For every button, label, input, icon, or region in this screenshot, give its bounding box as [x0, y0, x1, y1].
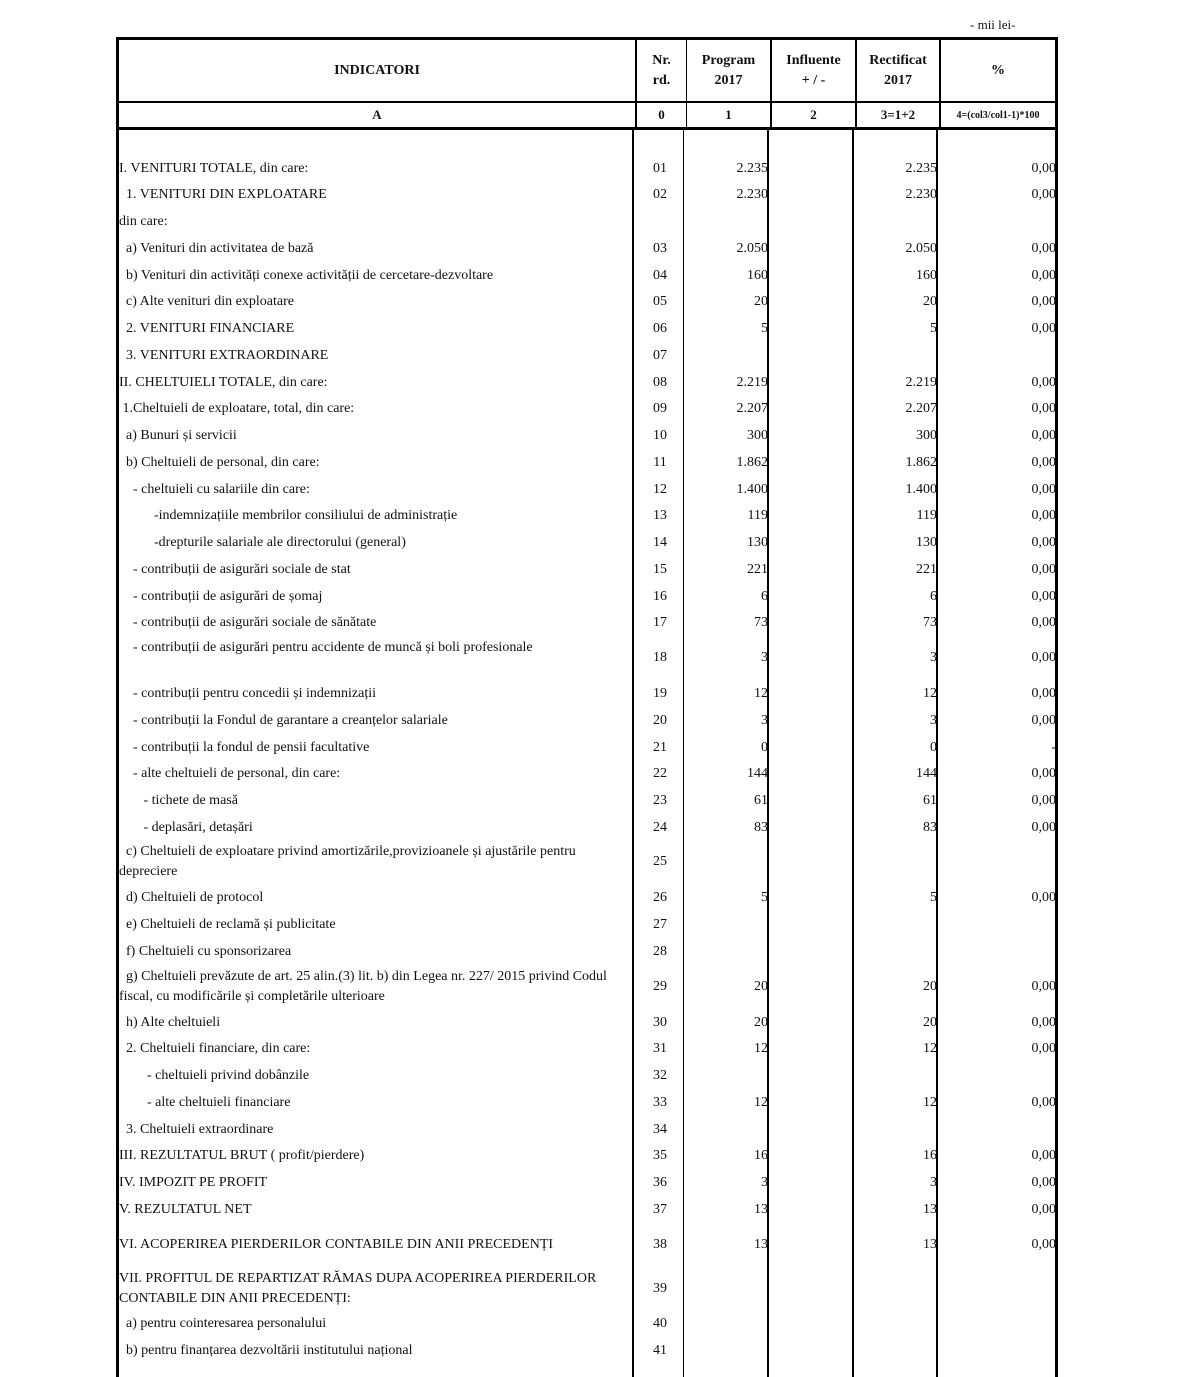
budget-table	[116, 37, 1058, 1377]
row-percent: 0,00	[1031, 650, 1056, 665]
table-row	[116, 1092, 1058, 1114]
table-row	[116, 532, 1058, 554]
row-program: 12	[754, 1041, 768, 1056]
row-rectificat: 2.207	[905, 401, 937, 416]
row-rectificat: 160	[916, 268, 937, 283]
row-indicator: - contribuții de asigurări sociale de sănătate	[119, 615, 377, 630]
row-number: 03	[653, 241, 667, 256]
header-program-line2: 2017	[714, 72, 743, 88]
table-row	[116, 345, 1058, 367]
row-program: 6	[761, 589, 768, 604]
row-number: 38	[653, 1237, 667, 1252]
row-number: 32	[653, 1068, 667, 1083]
row-program: 20	[754, 294, 768, 309]
table-row	[116, 763, 1058, 785]
row-rectificat: 3	[930, 1175, 937, 1190]
row-indicator: III. REZULTATUL BRUT ( profit/pierdere)	[119, 1148, 365, 1163]
row-indicator: - contribuții la Fondul de garantare a creanțelor salariale	[119, 713, 448, 728]
table-header	[116, 37, 1058, 103]
header-influente-line2: + / -	[801, 72, 826, 88]
row-indicator: I. VENITURI TOTALE, din care:	[119, 161, 309, 176]
row-indicator: -drepturile salariale ale directorului (general)	[119, 535, 406, 550]
table-row	[116, 1012, 1058, 1034]
row-indicator: - cheltuieli privind dobânzile	[119, 1068, 310, 1083]
row-rectificat: 83	[923, 820, 937, 835]
table-body	[116, 130, 1058, 1377]
row-number: 41	[653, 1343, 667, 1358]
row-program: 160	[747, 268, 768, 283]
row-indicator: II. CHELTUIELI TOTALE, din care:	[119, 375, 328, 390]
row-program: 3	[761, 1175, 768, 1190]
table-row	[116, 505, 1058, 527]
row-program: 2.235	[736, 161, 768, 176]
header-nr-line2: rd.	[652, 72, 671, 88]
row-number: 37	[653, 1202, 667, 1217]
row-rectificat: 2.050	[905, 241, 937, 256]
row-number: 34	[653, 1122, 667, 1137]
subheader-col0: 0	[658, 107, 665, 122]
row-indicator: VI. ACOPERIREA PIERDERILOR CONTABILE DIN ANII PRECEDENȚI	[119, 1237, 554, 1252]
table-row	[116, 965, 1058, 1009]
row-program: 221	[747, 562, 768, 577]
row-indicator: - deplasări, detașări	[119, 820, 253, 835]
row-percent: 0,00	[1031, 890, 1056, 905]
row-number: 26	[653, 890, 667, 905]
subheader-col2: 2	[810, 107, 817, 122]
row-program: 3	[761, 713, 768, 728]
row-percent: 0,00	[1031, 1015, 1056, 1030]
table-row	[116, 817, 1058, 839]
row-program: 20	[754, 1015, 768, 1030]
row-number: 19	[653, 686, 667, 701]
row-number: 20	[653, 713, 667, 728]
row-number: 27	[653, 917, 667, 932]
header-program-line1: Program	[701, 52, 756, 68]
row-indicator: g) Cheltuieli prevăzute de art. 25 alin.(3) lit. b) din Legea nr. 227/ 2015 privind Codul fiscal, cu modificările și completările ulterioare	[119, 969, 611, 1004]
row-rectificat: 5	[930, 321, 937, 336]
row-number: 04	[653, 268, 667, 283]
row-percent: 0,00	[1031, 979, 1056, 994]
row-rectificat: 20	[923, 979, 937, 994]
row-program: 2.219	[736, 375, 768, 390]
table-row	[116, 1172, 1058, 1194]
row-indicator: h) Alte cheltuieli	[119, 1015, 221, 1030]
table-row	[116, 158, 1058, 180]
row-rectificat: 130	[916, 535, 937, 550]
row-number: 13	[653, 508, 667, 523]
row-number: 11	[653, 455, 667, 470]
row-indicator: IV. IMPOZIT PE PROFIT	[119, 1175, 268, 1190]
row-number: 36	[653, 1175, 667, 1190]
row-percent: 0,00	[1031, 615, 1056, 630]
row-number: 23	[653, 793, 667, 808]
row-rectificat: 73	[923, 615, 937, 630]
row-rectificat: 2.230	[905, 187, 937, 202]
row-number: 29	[653, 979, 667, 994]
row-program: 300	[747, 428, 768, 443]
header-rectificat-line1: Rectificat	[869, 52, 927, 68]
row-number: 21	[653, 740, 667, 755]
row-percent: 0,00	[1031, 187, 1056, 202]
table-row	[116, 559, 1058, 581]
table-row	[116, 941, 1058, 963]
row-rectificat: 12	[923, 1095, 937, 1110]
row-program: 83	[754, 820, 768, 835]
row-indicator: - contribuții de asigurări pentru accidente de muncă și boli profesionale	[119, 640, 533, 655]
header-nr-rd	[637, 40, 686, 101]
row-program: 12	[754, 686, 768, 701]
row-number: 15	[653, 562, 667, 577]
row-rectificat: 5	[930, 890, 937, 905]
row-indicator: -indemnizațiile membrilor consiliului de administrație	[119, 508, 458, 523]
row-rectificat: 12	[923, 686, 937, 701]
row-program: 73	[754, 615, 768, 630]
row-indicator: 2. VENITURI FINANCIARE	[119, 321, 295, 336]
row-indicator: 3. Cheltuieli extraordinare	[119, 1122, 274, 1137]
row-rectificat: 3	[930, 713, 937, 728]
row-percent: 0,00	[1031, 268, 1056, 283]
row-indicator: b) Cheltuieli de personal, din care:	[119, 455, 320, 470]
row-indicator: c) Cheltuieli de exploatare privind amortizările,provizioanele și ajustările pentru depreciere	[119, 844, 580, 879]
table-row	[116, 238, 1058, 260]
row-program: 5	[761, 890, 768, 905]
table-row	[116, 184, 1058, 206]
row-indicator: 3. VENITURI EXTRAORDINARE	[119, 348, 329, 363]
row-indicator: c) Alte venituri din exploatare	[119, 294, 294, 309]
row-indicator: e) Cheltuieli de reclamă și publicitate	[119, 917, 336, 932]
table-row	[116, 1313, 1058, 1335]
header-influente-line1: Influente	[786, 52, 841, 68]
table-row	[116, 612, 1058, 634]
row-indicator: a) pentru cointeresarea personalului	[119, 1316, 327, 1331]
row-program: 119	[747, 508, 768, 523]
row-percent: 0,00	[1031, 508, 1056, 523]
subheader-a: A	[372, 107, 382, 122]
row-program: 130	[747, 535, 768, 550]
row-number: 14	[653, 535, 667, 550]
row-percent: 0,00	[1031, 535, 1056, 550]
row-percent: 0,00	[1031, 1041, 1056, 1056]
unit-label: - mii lei-	[970, 17, 1016, 32]
row-rectificat: 0	[930, 740, 937, 755]
row-indicator: a) Bunuri și servicii	[119, 428, 237, 443]
row-number: 05	[653, 294, 667, 309]
table-row	[116, 737, 1058, 759]
row-indicator: - contribuții de asigurări sociale de stat	[119, 562, 351, 577]
row-percent: 0,00	[1031, 793, 1056, 808]
row-percent: 0,00	[1031, 589, 1056, 604]
row-number: 30	[653, 1015, 667, 1030]
row-number: 06	[653, 321, 667, 336]
row-percent: 0,00	[1031, 1175, 1056, 1190]
row-rectificat: 300	[916, 428, 937, 443]
row-indicator: din care:	[119, 214, 168, 229]
row-number: 24	[653, 820, 667, 835]
row-rectificat: 13	[923, 1202, 937, 1217]
table-row	[116, 425, 1058, 447]
row-program: 13	[754, 1237, 768, 1252]
row-percent: 0,00	[1031, 1202, 1056, 1217]
row-number: 35	[653, 1148, 667, 1163]
subheader-col4: 4=(col3/col1-1)*100	[956, 109, 1040, 121]
row-program: 2.050	[736, 241, 768, 256]
row-rectificat: 6	[930, 589, 937, 604]
row-number: 02	[653, 187, 667, 202]
row-percent: 0,00	[1031, 1237, 1056, 1252]
header-rectificat-line2: 2017	[884, 72, 912, 88]
row-indicator: - contribuții de asigurări de șomaj	[119, 589, 323, 604]
row-rectificat: 20	[923, 1015, 937, 1030]
row-indicator: - alte cheltuieli financiare	[119, 1095, 291, 1110]
row-indicator: 1. VENITURI DIN EXPLOATARE	[119, 187, 327, 202]
row-program: 144	[747, 766, 768, 781]
row-indicator: d) Cheltuieli de protocol	[119, 890, 264, 905]
row-indicator: - cheltuieli cu salariile din care:	[119, 482, 310, 497]
row-percent: 0,00	[1031, 294, 1056, 309]
row-number: 08	[653, 375, 667, 390]
row-number: 33	[653, 1095, 667, 1110]
row-number: 07	[653, 348, 667, 363]
row-number: 16	[653, 589, 667, 604]
row-rectificat: 16	[923, 1148, 937, 1163]
row-rectificat: 119	[916, 508, 937, 523]
row-indicator: - contribuții pentru concedii și indemnizații	[119, 686, 376, 701]
row-number: 01	[653, 161, 667, 176]
row-program: 1.400	[736, 482, 768, 497]
row-rectificat: 12	[923, 1041, 937, 1056]
table-row	[116, 914, 1058, 936]
row-number: 22	[653, 766, 667, 781]
table-row	[116, 1119, 1058, 1141]
row-number: 09	[653, 401, 667, 416]
row-number: 39	[653, 1281, 667, 1296]
table-row	[116, 586, 1058, 608]
table-row	[116, 1267, 1058, 1311]
table-row	[116, 1038, 1058, 1060]
row-indicator: f) Cheltuieli cu sponsorizarea	[119, 944, 292, 959]
row-number: 17	[653, 615, 667, 630]
row-program: 20	[754, 979, 768, 994]
row-percent: 0,00	[1031, 686, 1056, 701]
row-number: 12	[653, 482, 667, 497]
header-nr-line1: Nr.	[652, 52, 671, 68]
header-influente	[772, 40, 855, 101]
table-row	[116, 291, 1058, 313]
table-row	[116, 790, 1058, 812]
table-row	[116, 1199, 1058, 1221]
row-indicator: b) pentru finanțarea dezvoltării institutului național	[119, 1343, 413, 1358]
row-rectificat: 13	[923, 1237, 937, 1252]
row-indicator: 1.Cheltuieli de exploatare, total, din care:	[119, 401, 355, 416]
header-rectificat	[857, 40, 939, 101]
row-rectificat: 2.235	[905, 161, 937, 176]
subheader-col3: 3=1+2	[880, 107, 916, 122]
row-indicator: b) Venituri din activități conexe activității de cercetare-dezvoltare	[119, 268, 494, 283]
row-indicator: - tichete de masă	[119, 793, 238, 808]
row-percent: 0,00	[1031, 428, 1056, 443]
header-indicatori: INDICATORI	[334, 62, 420, 78]
row-indicator: a) Venituri din activitatea de bază	[119, 241, 314, 256]
table-row	[116, 1145, 1058, 1167]
row-indicator: V. REZULTATUL NET	[119, 1202, 252, 1217]
row-percent: 0,00	[1031, 562, 1056, 577]
row-number: 31	[653, 1041, 667, 1056]
row-indicator: VII. PROFITUL DE REPARTIZAT RĂMAS DUPA ACOPERIREA PIERDERILOR CONTABILE DIN ANII PRECEDENȚI:	[119, 1271, 600, 1306]
subheader-col1: 1	[725, 107, 732, 122]
row-percent: -	[1051, 740, 1056, 755]
row-percent: 0,00	[1031, 375, 1056, 390]
row-number: 28	[653, 944, 667, 959]
row-rectificat: 221	[916, 562, 937, 577]
row-percent: 0,00	[1031, 241, 1056, 256]
row-number: 10	[653, 428, 667, 443]
row-number: 18	[653, 650, 667, 665]
table-row	[116, 452, 1058, 474]
row-program: 2.230	[736, 187, 768, 202]
row-number: 40	[653, 1316, 667, 1331]
row-percent: 0,00	[1031, 482, 1056, 497]
table-row	[116, 636, 1058, 680]
row-rectificat: 144	[916, 766, 937, 781]
row-rectificat: 2.219	[905, 375, 937, 390]
row-program: 13	[754, 1202, 768, 1217]
table-row	[116, 372, 1058, 394]
row-percent: 0,00	[1031, 321, 1056, 336]
row-percent: 0,00	[1031, 1148, 1056, 1163]
row-rectificat: 20	[923, 294, 937, 309]
table-row	[116, 840, 1058, 884]
row-rectificat: 1.400	[905, 482, 937, 497]
row-program: 12	[754, 1095, 768, 1110]
table-row	[116, 1340, 1058, 1362]
header-program	[687, 40, 770, 101]
table-row	[116, 710, 1058, 732]
row-rectificat: 61	[923, 793, 937, 808]
row-program: 1.862	[736, 455, 768, 470]
row-rectificat: 1.862	[905, 455, 937, 470]
header-percent: %	[991, 62, 1005, 78]
row-indicator: 2. Cheltuieli financiare, din care:	[119, 1041, 311, 1056]
row-program: 61	[754, 793, 768, 808]
row-percent: 0,00	[1031, 1095, 1056, 1110]
table-row	[116, 479, 1058, 501]
row-program: 3	[761, 650, 768, 665]
row-percent: 0,00	[1031, 820, 1056, 835]
row-percent: 0,00	[1031, 713, 1056, 728]
row-rectificat: 3	[930, 650, 937, 665]
row-program: 0	[761, 740, 768, 755]
row-indicator: - alte cheltuieli de personal, din care:	[119, 766, 341, 781]
table-row	[116, 1234, 1058, 1256]
table-subheader	[116, 103, 1058, 130]
table-row	[116, 1065, 1058, 1087]
row-program: 2.207	[736, 401, 768, 416]
table-row	[116, 318, 1058, 340]
row-program: 16	[754, 1148, 768, 1163]
table-row	[116, 683, 1058, 705]
row-percent: 0,00	[1031, 161, 1056, 176]
row-percent: 0,00	[1031, 455, 1056, 470]
table-row	[116, 887, 1058, 909]
row-indicator: - contribuții la fondul de pensii facultative	[119, 740, 370, 755]
row-number: 25	[653, 854, 667, 869]
table-row	[116, 211, 1058, 233]
row-program: 5	[761, 321, 768, 336]
table-row	[116, 398, 1058, 420]
table-row	[116, 265, 1058, 287]
row-percent: 0,00	[1031, 766, 1056, 781]
row-percent: 0,00	[1031, 401, 1056, 416]
